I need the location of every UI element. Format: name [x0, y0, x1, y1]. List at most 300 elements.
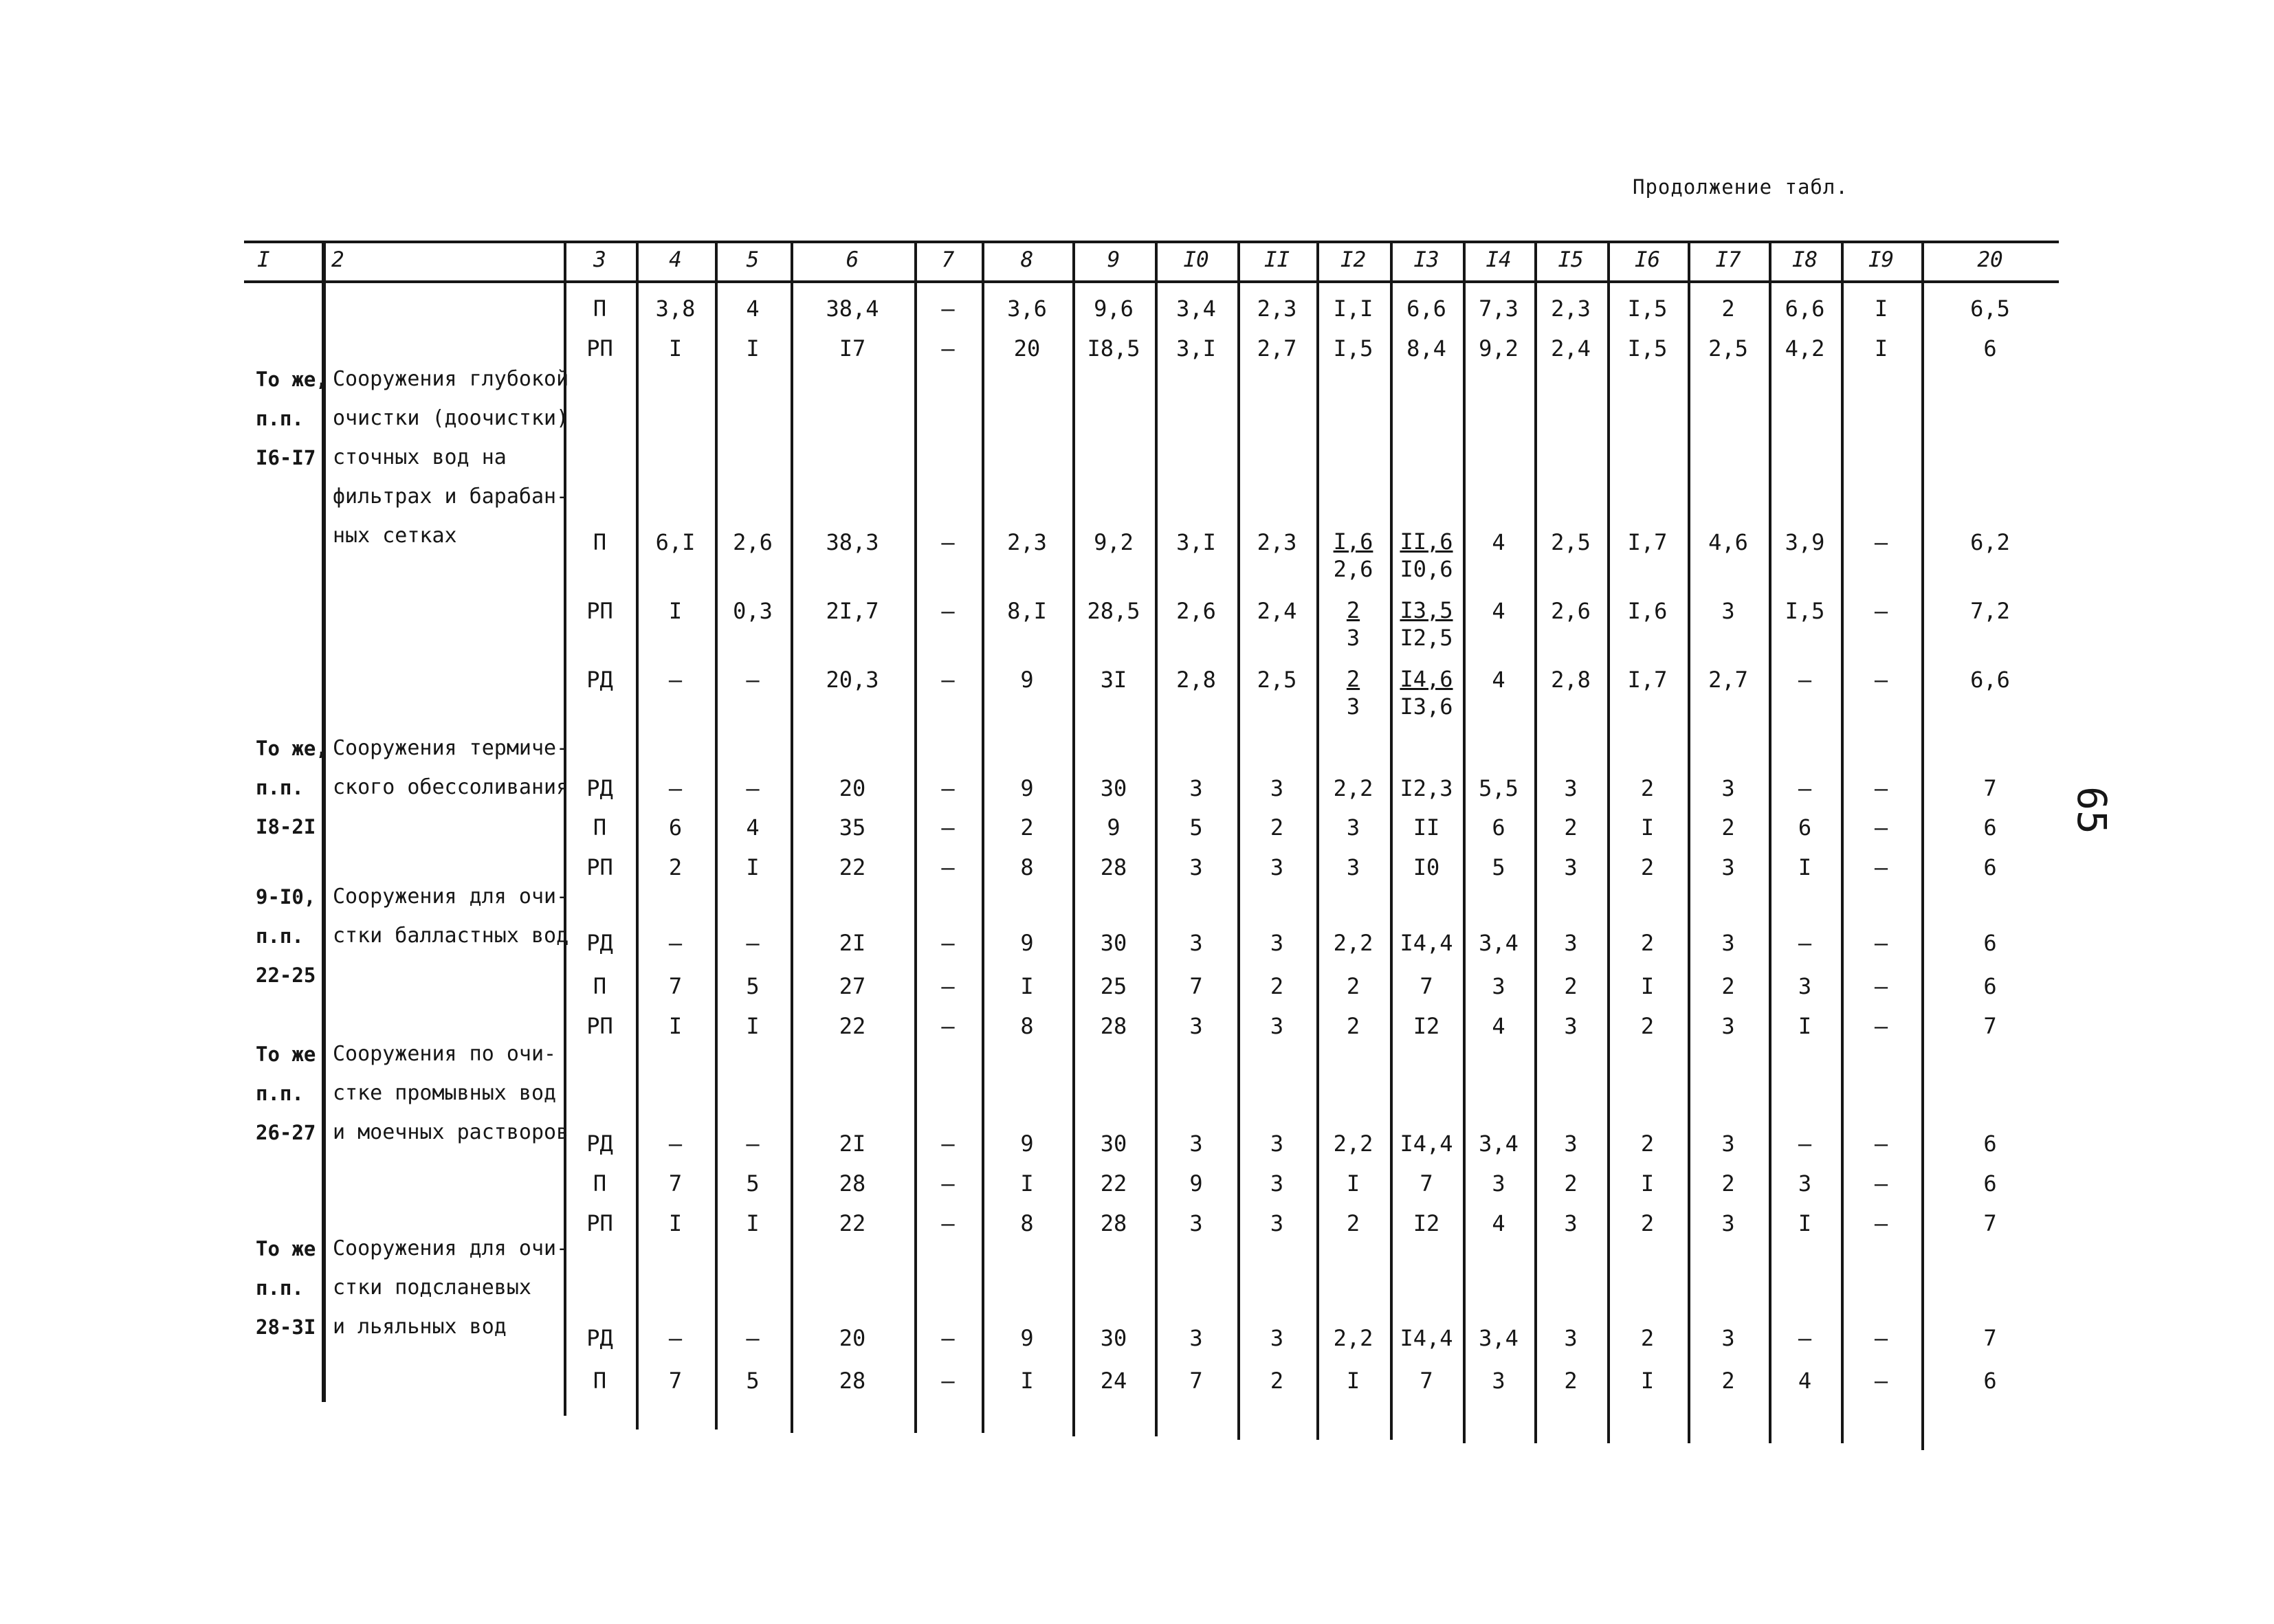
table-cell: 2,3 — [1257, 296, 1297, 322]
table-cell: 3 — [1189, 854, 1203, 880]
table-cell: 3 — [1798, 973, 1812, 999]
table-cell: I — [1874, 296, 1888, 322]
table-cell: 2 — [1721, 814, 1735, 841]
table-cell: I — [1020, 973, 1034, 999]
table-cell: – — [1874, 930, 1888, 956]
table-cell: – — [1798, 1325, 1812, 1351]
table-cell: I0 — [1413, 854, 1440, 880]
table-cell: 4,2 — [1785, 335, 1825, 361]
table-cell: I — [668, 1210, 683, 1236]
table-cell: 22 — [839, 1210, 866, 1236]
header-bottom-rule — [244, 280, 2059, 283]
table-cell: 6,6 — [1970, 667, 2010, 693]
fraction-value — [1347, 665, 1360, 720]
table-cell: 20 — [839, 1325, 866, 1351]
table-cell: – — [1874, 598, 1888, 624]
row-type-label: РП — [586, 1013, 613, 1039]
table-cell: 3,4 — [1479, 1325, 1519, 1351]
table-cell: 0,3 — [733, 598, 773, 624]
table-cell: – — [1874, 1210, 1888, 1236]
table-cell: 3 — [1492, 1170, 1505, 1197]
table-cell: 2 — [1270, 973, 1284, 999]
table-cell: 9,6 — [1094, 296, 1134, 322]
table-cell: 2 — [1640, 1325, 1655, 1351]
table-cell: – — [941, 814, 955, 841]
table-cell: 7,2 — [1970, 598, 2010, 624]
row-type-label: П — [593, 1368, 607, 1394]
table-cell: – — [941, 1131, 955, 1157]
fraction-value — [1400, 665, 1453, 720]
table-cell: 4 — [746, 296, 760, 322]
table-cell: 22 — [839, 1013, 866, 1039]
table-cell: – — [941, 1325, 955, 1351]
row-description: фильтрах и барабан- — [333, 485, 569, 509]
row-reference: 26-27 — [256, 1121, 316, 1144]
fraction-denominator: 2,6 — [1333, 556, 1373, 582]
row-type-label: РП — [586, 598, 613, 624]
table-cell: 2 — [1721, 973, 1735, 999]
table-cell: 2 — [1270, 1368, 1284, 1394]
table-cell: I7 — [839, 335, 866, 361]
table-cell: – — [1874, 1368, 1888, 1394]
row-description: Сооружения термиче- — [333, 736, 569, 760]
row-description: Сооружения глубокой — [333, 367, 569, 391]
table-cell: 3,I — [1176, 335, 1216, 361]
table-cell: 3,I — [1176, 529, 1216, 555]
table-cell: 25 — [1100, 973, 1127, 999]
table-cell: 2,8 — [1551, 667, 1591, 693]
table-cell: 2,8 — [1176, 667, 1216, 693]
fraction-numerator: I4,6 — [1400, 666, 1453, 692]
header-top-rule — [244, 241, 2059, 243]
column-header: 8 — [1020, 247, 1034, 272]
table-cell: 3 — [1721, 598, 1735, 624]
table-cell: I — [1020, 1170, 1034, 1197]
table-cell: – — [1874, 529, 1888, 555]
column-header: II — [1263, 247, 1290, 272]
table-cell: 9 — [1020, 1131, 1034, 1157]
column-rule — [1607, 241, 1610, 1443]
table-cell: 2 — [1564, 973, 1578, 999]
table-cell: 38,3 — [826, 529, 879, 555]
row-reference: То же, — [256, 737, 328, 760]
table-cell: 2,3 — [1551, 296, 1591, 322]
table-cell: I,7 — [1627, 529, 1668, 555]
column-rule — [1534, 241, 1537, 1443]
table-cell: 3 — [1564, 775, 1578, 801]
table-cell: 9 — [1020, 930, 1034, 956]
row-type-label: П — [593, 814, 607, 841]
table-cell: – — [1798, 930, 1812, 956]
row-reference: То же, — [256, 368, 328, 391]
row-reference: 22-25 — [256, 964, 316, 987]
row-reference: п.п. — [256, 924, 304, 948]
row-type-label: П — [593, 1170, 607, 1197]
fraction-denominator: 3 — [1346, 693, 1360, 720]
row-type-label: РП — [586, 1210, 613, 1236]
column-rule — [1921, 241, 1924, 1450]
column-rule — [1769, 241, 1771, 1443]
table-cell: 9 — [1020, 1325, 1034, 1351]
table-cell: 2 — [1346, 1013, 1360, 1039]
table-cell: 6,6 — [1785, 296, 1825, 322]
table-cell: 2,2 — [1333, 775, 1373, 801]
column-header: 5 — [746, 247, 760, 272]
table-cell: – — [668, 1325, 683, 1351]
table-cell: 3,4 — [1479, 1131, 1519, 1157]
table-cell: 6 — [1983, 335, 1997, 361]
table-cell: 3 — [1270, 775, 1284, 801]
table-cell: 7 — [1983, 1325, 1997, 1351]
column-header: I — [257, 247, 270, 272]
column-header: 4 — [669, 247, 682, 272]
table-cell: – — [1798, 1131, 1812, 1157]
column-header: I3 — [1413, 247, 1439, 272]
table-cell: – — [941, 335, 955, 361]
table-cell: 2 — [1640, 775, 1655, 801]
table-cell: 28 — [1100, 1013, 1127, 1039]
table-cell: 2I — [839, 1131, 866, 1157]
table-cell: – — [668, 667, 683, 693]
row-type-label: РД — [586, 667, 613, 693]
table-cell: – — [941, 930, 955, 956]
table-cell: 9 — [1107, 814, 1121, 841]
table-cell: 3 — [1492, 973, 1505, 999]
table-cell: – — [941, 1170, 955, 1197]
table-cell: – — [941, 775, 955, 801]
table-cell: – — [1874, 1131, 1888, 1157]
row-type-label: РД — [586, 775, 613, 801]
table-cell: I — [1640, 1170, 1655, 1197]
table-cell: I — [1640, 814, 1655, 841]
column-header: I4 — [1486, 247, 1512, 272]
table-cell: 2 — [1721, 1170, 1735, 1197]
table-cell: 2 — [1640, 930, 1655, 956]
table-cell: – — [746, 775, 760, 801]
table-cell: 2 — [1346, 1210, 1360, 1236]
table-cell: 7,3 — [1479, 296, 1519, 322]
table-cell: 3I — [1100, 667, 1127, 693]
table-cell: 3 — [1270, 1013, 1284, 1039]
table-cell: 2,6 — [1176, 598, 1216, 624]
table-cell: 2,5 — [1708, 335, 1748, 361]
table-cell: 2 — [1640, 854, 1655, 880]
column-header: 7 — [941, 247, 955, 272]
table-cell — [1347, 665, 1360, 720]
table-cell: 3 — [1564, 1210, 1578, 1236]
table-cell: I4,4 — [1400, 1325, 1453, 1351]
table-cell: 35 — [839, 814, 866, 841]
table-cell: 3 — [1346, 814, 1360, 841]
row-description: стке промывных вод — [333, 1081, 557, 1105]
table-cell: 4 — [1492, 598, 1505, 624]
column-rule — [1390, 241, 1393, 1440]
table-cell: 2 — [1721, 296, 1735, 322]
row-description: Сооружения для очи- — [333, 885, 569, 909]
table-cell: I,6 — [1627, 598, 1668, 624]
table-cell: 8,4 — [1406, 335, 1446, 361]
table-cell: 2 — [1721, 1368, 1735, 1394]
table-cell: 3 — [1721, 854, 1735, 880]
table-cell: 7 — [1420, 1170, 1433, 1197]
table-cell: 6 — [1983, 930, 1997, 956]
table-cell: 3 — [1189, 775, 1203, 801]
table-cell — [1400, 528, 1453, 583]
table-cell: 4 — [1492, 529, 1505, 555]
column-rule — [1463, 241, 1466, 1443]
table-cell: 6 — [1983, 814, 1997, 841]
row-type-label: П — [593, 973, 607, 999]
page-number: 65 — [2068, 786, 2115, 834]
table-cell: 2 — [1640, 1210, 1655, 1236]
table-cell: I — [746, 335, 760, 361]
column-header: 6 — [846, 247, 859, 272]
table-cell: 2,5 — [1257, 667, 1297, 693]
column-rule — [914, 241, 917, 1433]
table-cell: – — [1874, 667, 1888, 693]
fraction-value — [1347, 597, 1360, 652]
table-cell: 2,4 — [1551, 335, 1591, 361]
table-cell: 7 — [1189, 1368, 1203, 1394]
table-cell: 3 — [1721, 1325, 1735, 1351]
table-cell: 9 — [1020, 667, 1034, 693]
table-cell: I — [1798, 1013, 1812, 1039]
row-description: стки подсланевых — [333, 1276, 531, 1300]
column-header: I5 — [1558, 247, 1584, 272]
column-header: 2 — [331, 247, 344, 272]
table-cell: 22 — [839, 854, 866, 880]
table-cell: 3,6 — [1007, 296, 1047, 322]
table-cell: 5 — [746, 973, 760, 999]
column-header: I9 — [1868, 247, 1895, 272]
table-cell: 2 — [1270, 814, 1284, 841]
table-cell: 5 — [746, 1170, 760, 1197]
table-cell: 28 — [1100, 1210, 1127, 1236]
table-cell: I — [746, 1210, 760, 1236]
table-cell: 9,2 — [1479, 335, 1519, 361]
table-cell: 7 — [668, 1368, 683, 1394]
table-cell: 28 — [1100, 854, 1127, 880]
table-cell: 3,8 — [655, 296, 696, 322]
table-cell: 6 — [1983, 1170, 1997, 1197]
table-cell: I — [1640, 1368, 1655, 1394]
column-header: 20 — [1977, 247, 2003, 272]
table-cell: 2,2 — [1333, 1325, 1373, 1351]
table-cell: 5 — [1492, 854, 1505, 880]
table-cell: – — [941, 529, 955, 555]
table-cell: 7 — [1420, 973, 1433, 999]
table-cell: – — [1798, 667, 1812, 693]
table-cell: 3 — [1721, 930, 1735, 956]
table-cell: 6 — [1983, 1131, 1997, 1157]
table-caption: Продолжение табл. — [1633, 175, 1848, 199]
table-cell: 30 — [1100, 1131, 1127, 1157]
table-cell: 2,5 — [1551, 529, 1591, 555]
table-cell: – — [1874, 1170, 1888, 1197]
table-cell: 3,4 — [1479, 930, 1519, 956]
table-cell: 30 — [1100, 1325, 1127, 1351]
table-cell: I,5 — [1627, 335, 1668, 361]
column-rule — [791, 241, 793, 1433]
table-cell: 4 — [1492, 1013, 1505, 1039]
table-cell: I,I — [1333, 296, 1373, 322]
table-cell: 2,6 — [1551, 598, 1591, 624]
table-cell: 6,2 — [1970, 529, 2010, 555]
table-cell: 2,2 — [1333, 930, 1373, 956]
table-cell: I8,5 — [1087, 335, 1140, 361]
table-cell: 3,9 — [1785, 529, 1825, 555]
table-cell: 3 — [1189, 930, 1203, 956]
table-cell: – — [941, 973, 955, 999]
table-cell: 2,6 — [733, 529, 773, 555]
table-cell: I,5 — [1333, 335, 1373, 361]
table-cell: 20 — [839, 775, 866, 801]
table-cell: 3 — [1721, 775, 1735, 801]
table-cell: 4 — [746, 814, 760, 841]
table-cell: 6 — [1492, 814, 1505, 841]
column-header: I8 — [1791, 247, 1818, 272]
table-cell: – — [1798, 775, 1812, 801]
row-type-label: П — [593, 296, 607, 322]
table-cell: 2 — [1564, 814, 1578, 841]
table-cell: 3 — [1270, 854, 1284, 880]
table-cell: 5 — [1189, 814, 1203, 841]
row-reference: I8-2I — [256, 815, 316, 838]
table-cell: I — [746, 854, 760, 880]
column-rule — [1072, 241, 1075, 1436]
table-cell: 9 — [1020, 775, 1034, 801]
table-cell: 3 — [1270, 1210, 1284, 1236]
table-cell: I — [1020, 1368, 1034, 1394]
table-cell: I2 — [1413, 1013, 1440, 1039]
row-reference: 28-3I — [256, 1315, 316, 1339]
table-cell: I2,3 — [1400, 775, 1453, 801]
column-header: 3 — [593, 247, 606, 272]
table-cell: 2 — [1564, 1170, 1578, 1197]
table-cell: 28,5 — [1087, 598, 1140, 624]
row-type-label: РП — [586, 335, 613, 361]
table-cell: 20 — [1013, 335, 1041, 361]
table-cell: 4 — [1492, 1210, 1505, 1236]
table-cell: – — [668, 930, 683, 956]
table-cell: I — [1798, 1210, 1812, 1236]
row-type-label: П — [593, 529, 607, 555]
table-cell: 6,I — [655, 529, 696, 555]
table-cell: I — [1346, 1368, 1360, 1394]
table-cell: – — [746, 1325, 760, 1351]
table-cell: – — [746, 930, 760, 956]
table-cell: 3 — [1189, 1131, 1203, 1157]
table-cell: 3 — [1270, 1170, 1284, 1197]
table-cell: – — [941, 854, 955, 880]
table-cell: I4,4 — [1400, 930, 1453, 956]
fraction-value — [1400, 597, 1453, 652]
row-reference: п.п. — [256, 776, 304, 799]
table-cell: – — [941, 1013, 955, 1039]
table-cell — [1347, 597, 1360, 652]
table-cell: 5 — [746, 1368, 760, 1394]
table-cell: 7 — [1983, 775, 1997, 801]
table-cell: – — [746, 667, 760, 693]
table-cell: 6 — [668, 814, 683, 841]
table-cell: I — [668, 1013, 683, 1039]
table-cell: 20,3 — [826, 667, 879, 693]
table-cell: 3 — [1189, 1013, 1203, 1039]
table-cell: 3 — [1798, 1170, 1812, 1197]
table-cell: – — [941, 296, 955, 322]
table-cell: 2,7 — [1708, 667, 1748, 693]
column-rule — [1688, 241, 1690, 1443]
table-cell: 38,4 — [826, 296, 879, 322]
table-cell: 7 — [668, 1170, 683, 1197]
fraction-denominator: I3,6 — [1400, 693, 1453, 720]
table-cell — [1400, 665, 1453, 720]
table-cell: 8 — [1020, 854, 1034, 880]
table-cell: 2 — [1640, 1131, 1655, 1157]
table-cell: 30 — [1100, 930, 1127, 956]
column-header: I0 — [1183, 247, 1209, 272]
row-reference: п.п. — [256, 1082, 304, 1105]
table-cell: I4,4 — [1400, 1131, 1453, 1157]
fraction-value — [1334, 528, 1373, 583]
table-cell: 2,3 — [1007, 529, 1047, 555]
table-cell: 24 — [1100, 1368, 1127, 1394]
row-description: очистки (доочистки) — [333, 406, 569, 430]
table-cell: – — [668, 775, 683, 801]
column-header: I7 — [1715, 247, 1741, 272]
table-cell: 3 — [1564, 1131, 1578, 1157]
table-cell: 3 — [1564, 930, 1578, 956]
table-cell: 22 — [1100, 1170, 1127, 1197]
row-description: Сооружения по очи- — [333, 1042, 557, 1066]
table-cell: 9 — [1189, 1170, 1203, 1197]
table-cell: 6 — [1983, 973, 1997, 999]
table-cell: 4 — [1492, 667, 1505, 693]
table-cell: – — [1874, 854, 1888, 880]
table-cell: 27 — [839, 973, 866, 999]
table-cell: 3 — [1270, 930, 1284, 956]
row-description: стки балластных вод — [333, 924, 569, 948]
table-cell: – — [1874, 775, 1888, 801]
fraction-numerator: I3,5 — [1400, 597, 1453, 623]
table-cell — [1334, 528, 1373, 583]
table-cell: 3 — [1564, 1325, 1578, 1351]
column-header: 9 — [1107, 247, 1121, 272]
column-rule — [1155, 241, 1158, 1436]
fraction-numerator: II,6 — [1400, 529, 1453, 555]
fraction-value — [1400, 528, 1453, 583]
row-reference: п.п. — [256, 1276, 304, 1300]
row-type-label: РП — [586, 854, 613, 880]
row-description: ского обессоливания — [333, 775, 569, 799]
table-cell: I2 — [1413, 1210, 1440, 1236]
table-cell: 7 — [1983, 1013, 1997, 1039]
table-cell: 6 — [1798, 814, 1812, 841]
table-cell: 28 — [839, 1170, 866, 1197]
table-cell: 3,4 — [1176, 296, 1216, 322]
table-cell: – — [941, 1210, 955, 1236]
table-cell: 3 — [1492, 1368, 1505, 1394]
table-cell: 6,6 — [1406, 296, 1446, 322]
row-type-label: РД — [586, 1131, 613, 1157]
row-description: сточных вод на — [333, 445, 507, 469]
table-cell: 28 — [839, 1368, 866, 1394]
table-cell: – — [1874, 973, 1888, 999]
table-cell: 7 — [668, 973, 683, 999]
table-cell: 3 — [1721, 1131, 1735, 1157]
table-cell: I — [1640, 973, 1655, 999]
table-cell: 2I — [839, 930, 866, 956]
